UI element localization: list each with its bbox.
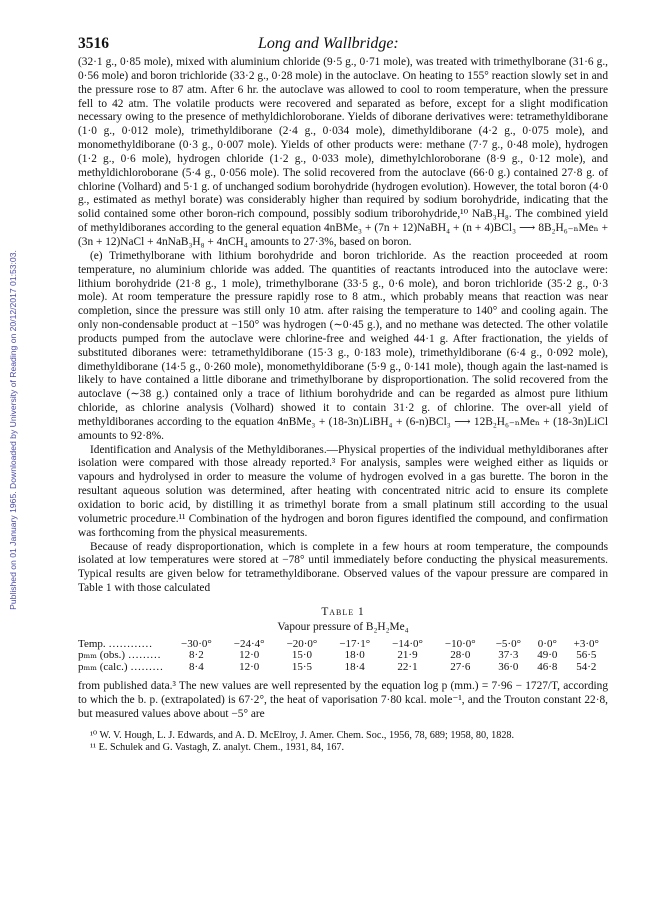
header-cell: −17·1°: [339, 637, 371, 650]
table-cell: 46·8: [537, 660, 558, 673]
running-title: Long and Wallbridge:: [258, 35, 399, 52]
header-cell: −14·0°: [392, 637, 423, 650]
paragraph-after-table: from published data.³ The new values are well represented by the equation log p (mm.) = 7·96 − 1727/T, according to which the b. p. (extrapolated) is 67·2°, the heat of vaporisation 7·80 kcal. mole⁻¹, and the Trouton constant 22·8, but measured values above about −5° are: [78, 680, 608, 720]
table-cell: 15·5: [291, 660, 313, 673]
table-cell: 18·4: [344, 660, 365, 673]
paragraph-section-e: (e) Trimethylborane with lithium borohydride and boron trichloride. As the reaction proceeded at room temperature, no aluminium chloride was added. The quantities of reactants introduced into the autoclave were: lithium borohydride (21·8 g., 1 mole), trimethylborane (33·5 g., 0·6 mole), and boron trichloride (35·2 g., 0·3 mole). At room temperature the pressure rapidly rose to 8 atm., which probably means that reaction was near completion, since the pressure was still only 10 atm. after raising the temperature to 140° and cooling again. The only non-condensable product at −150° was hydrogen (∼0·45 g.), and no methane was detected. The other volatile products pumped from the autoclave were chlorine-free and weighed 44·1 g. After fractionation, the yields of substituted diboranes were: tetramethyldiborane (15·3 g., 0·183 mole), trimethyldiborane (6·4 g., 0·092 mole), dimethyldiborane (14·5 g., 0·260 mole), monomethyldiborane (5·9 g., 0·141 mole), though again the last-named is likely to have contained a little diborane and trimethylborane by disproportionation. The solid recovered from the autoclave (∼38 g.) contained only a trace of lithium borohydride and can be regarded as almost pure lithium chloride, as chlorine analysis (Volhard) showed it to contain 31·2 g. of chlorine. The over-all yield of methyldiboranes according to the equation 4nBMe₃ + (18-3n)LiBH₄ + (6-n)BCl₃ ⟶ 12B₂H₆₋ₙMeₙ + (18-3n)LiCl amounts to 92·8%.: [78, 249, 608, 442]
footnote-10: ¹⁰ W. V. Hough, L. J. Edwards, and A. D. McElroy, J. Amer. Chem. Soc., 1956, 78, 689; 1958, 80, 1828.: [90, 729, 515, 741]
header-cell: −5·0°: [495, 637, 521, 650]
row-label: pₘₘ (calc.) ………: [78, 660, 164, 673]
header-cell: Temp. …………: [78, 637, 153, 650]
table-cell: 27·6: [450, 660, 471, 673]
header-cell: 0·0°: [537, 637, 557, 650]
header-cell: +3·0°: [573, 637, 599, 650]
table-cell: 28·0: [450, 649, 471, 662]
table-cell: 12·0: [239, 660, 260, 673]
page-number: 3516: [78, 35, 109, 52]
table-cell: 18·0: [344, 649, 365, 662]
table-cell: 22·1: [397, 660, 418, 673]
download-notice: Published on 01 January 1965. Downloaded by University of Reading on 20/12/2017 01:53:03.: [8, 250, 18, 610]
page-header: [78, 35, 608, 51]
footnotes: [78, 730, 608, 754]
table-cell: 54·2: [576, 660, 597, 673]
table-cell: 8·4: [189, 660, 204, 673]
table-row: [78, 662, 608, 674]
download-watermark: [6, 170, 20, 690]
table-cell: 49·0: [537, 649, 558, 662]
article-body: [78, 56, 608, 754]
header-cell: −20·0°: [286, 637, 318, 650]
table-label: Table 1: [321, 605, 365, 618]
paragraph-disproportionation: Because of ready disproportionation, which is complete in a few hours at room temperature, the compounds isolated at low temperatures were stored at −78° until immediately before conducting the physical measurements. Typical results are given below for tetramethyldiborane. Observed values of the vapour pressure are compared in Table 1 with those calculated: [78, 540, 608, 595]
header-cell: −24·4°: [233, 637, 265, 650]
vapour-pressure-table: [78, 639, 608, 674]
footnote-11: ¹¹ E. Schulek and G. Vastagh, Z. analyt. Chem., 1931, 84, 167.: [90, 741, 345, 753]
paragraph-continued: (32·1 g., 0·85 mole), mixed with aluminium chloride (9·5 g., 0·71 mole), was treated with trimethylborane (31·6 g., 0·56 mole) and boron trichloride (33·2 g., 0·28 mole) in the autoclave. On heating to 155° reaction slowly set in and the pressure rose to 87 atm. After 6 hr. the autoclave was allowed to cool to room temperature, when the pressure fell to 42 atm. The volatile products were recovered and separated as before, except for a slight modification necessary owing to the presence of methyldichloroborane. Yields of diborane derivatives were: tetramethyldiborane (1·0 g., 0·012 mole), trimethyldiborane (2·4 g., 0·034 mole), dimethyldiborane (4·2 g., 0·075 mole), and monomethyldiborane (0·3 g., 0·007 mole). Yields of other products were: methane (7·7 g., 0·48 mole), hydrogen (1·2 g., 0·6 mole), hydrogen chloride (1·2 g., 0·033 mole), dimethylchloroborane (8·9 g., 0·12 mole), and methyldichloroborane (5·4 g., 0·056 mole). The solid recovered from the autoclave (66·0 g.) contained 27·8 g. of chlorine (Volhard) and 5·1 g. of unchanged sodium borohydride (hydrogen evolution). However, the total boron (4·0 g., estimated as methyl borate) was considerably higher than required by sodium borohydride, indicating that the solid contained some other boron-rich compound, possibly sodium triborohydride,¹⁰ NaB₃H₈. The combined yield of methyldiboranes according to the general equation 4nBMe₃ + (7n + 12)NaBH₄ + (n + 4)BCl₃ ⟶ 8B₂H₆₋ₙMeₙ + (3n + 12)NaCl + 4nNaB₃H₈ + 4nCH₄ amounts to 27·3%, based on boron.: [78, 56, 608, 248]
table-cell: 37·3: [498, 649, 519, 662]
header-cell: −10·0°: [444, 637, 476, 650]
paragraph-identification: Identification and Analysis of the Methyldiboranes.—Physical properties of the individual methyldiboranes after isolation were compared with those already reported.³ For analysis, samples were weighed either as liquids or vapours and hydrolysed in order to measure the volume of hydrogen evolved in a gas burette. The boron in the resultant aqueous solution was determined, after heating with concentrated nitric acid to ensure its complete oxidation to boric acid, by distilling it as trimethyl borate from a small platinum still according to the usual volumetric procedure.¹¹ Combination of the hydrogen and boron figures identified the compound, and confirmation was forthcoming from the physical measurements.: [78, 443, 608, 539]
table-cell: 36·0: [498, 660, 519, 673]
table-cell: 56·5: [576, 649, 597, 662]
table-caption: Vapour pressure of B₂H₂Me₄: [277, 620, 409, 633]
row-label: pₘₘ (obs.) ………: [78, 649, 161, 662]
header-cell: −30·0°: [181, 637, 212, 650]
table-row: [78, 650, 608, 662]
table-cell: 15·0: [291, 649, 313, 662]
table-cell: 21·9: [397, 649, 418, 662]
table-cell: 12·0: [239, 649, 260, 662]
table-cell: 8·2: [189, 649, 204, 662]
